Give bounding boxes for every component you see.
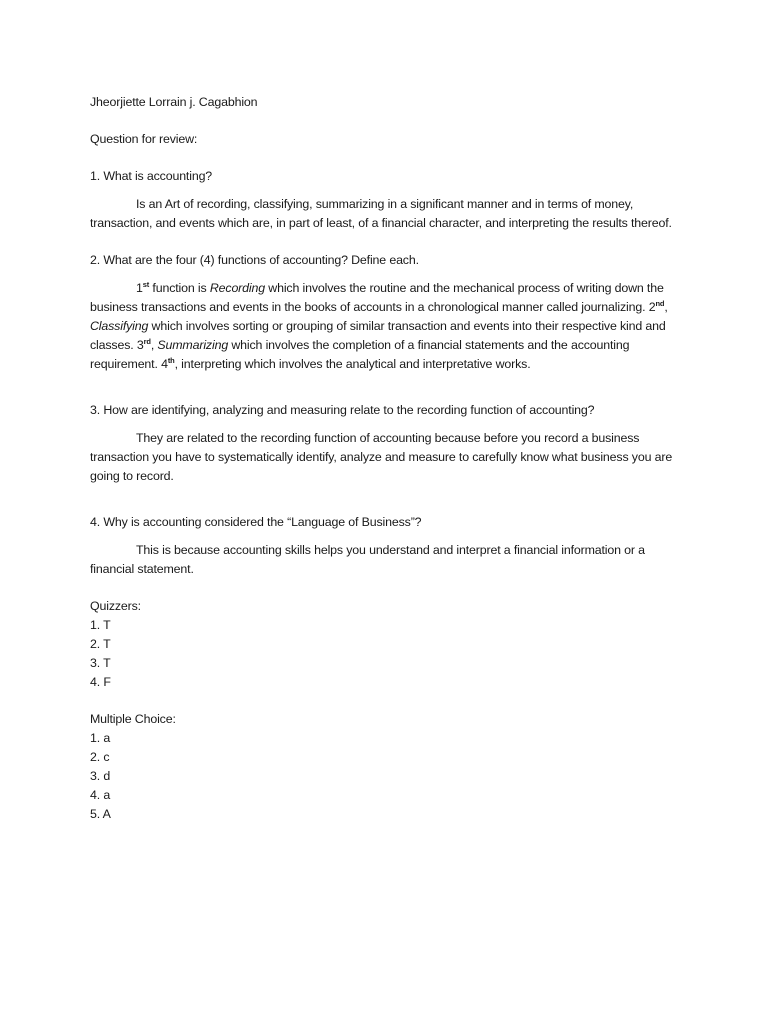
author-name: Jheorjiette Lorrain j. Cagabhion — [90, 95, 258, 109]
answer-3: They are related to the recording function of accounting because before you record a business transaction you have to systematically identify, analyze and measure to carefully know what business you are going to record. — [90, 431, 673, 483]
quizzer-item: 4. F — [90, 675, 111, 689]
quizzer-item: 2. T — [90, 637, 111, 651]
multiple-choice-item: 1. a — [90, 731, 111, 745]
question-1: 1. What is accounting? — [90, 169, 213, 183]
multiple-choice-list — [90, 729, 680, 824]
answer-2: 1st function is Recording which involves the routine and the mechanical process of writing down the business transactions and events in the books of accounts in a chronological manner called journalizing. 2nd, Classifying which involves sorting or grouping of similar transaction and events into their respective kind and classes. 3rd, Summarizing which involves the completion of a financial statements and the accounting requirement. 4th, interpreting which involves the analytical and interpretative works. — [90, 280, 668, 371]
quizzers-title: Quizzers: — [90, 599, 141, 613]
multiple-choice-item: 5. A — [90, 807, 111, 821]
answer-4: This is because accounting skills helps you understand and interpret a financial information or a financial statement. — [90, 543, 645, 576]
section-heading: Question for review: — [90, 132, 198, 146]
quizzer-item: 3. T — [90, 656, 111, 670]
multiple-choice-title: Multiple Choice: — [90, 712, 176, 726]
multiple-choice-item: 4. a — [90, 788, 111, 802]
question-3: 3. How are identifying, analyzing and measuring relate to the recording function of accounting? — [90, 403, 595, 417]
question-4: 4. Why is accounting considered the “Language of Business”? — [90, 515, 422, 529]
multiple-choice-item: 2. c — [90, 750, 110, 764]
multiple-choice-item: 3. d — [90, 769, 111, 783]
question-2: 2. What are the four (4) functions of accounting? Define each. — [90, 253, 419, 267]
document-body — [90, 93, 680, 824]
quizzers-list — [90, 616, 680, 692]
answer-1: Is an Art of recording, classifying, summarizing in a significant manner and in terms of money, transaction, and events which are, in part of least, of a financial character, and interpreting the results thereof. — [90, 197, 672, 230]
quizzer-item: 1. T — [90, 618, 111, 632]
